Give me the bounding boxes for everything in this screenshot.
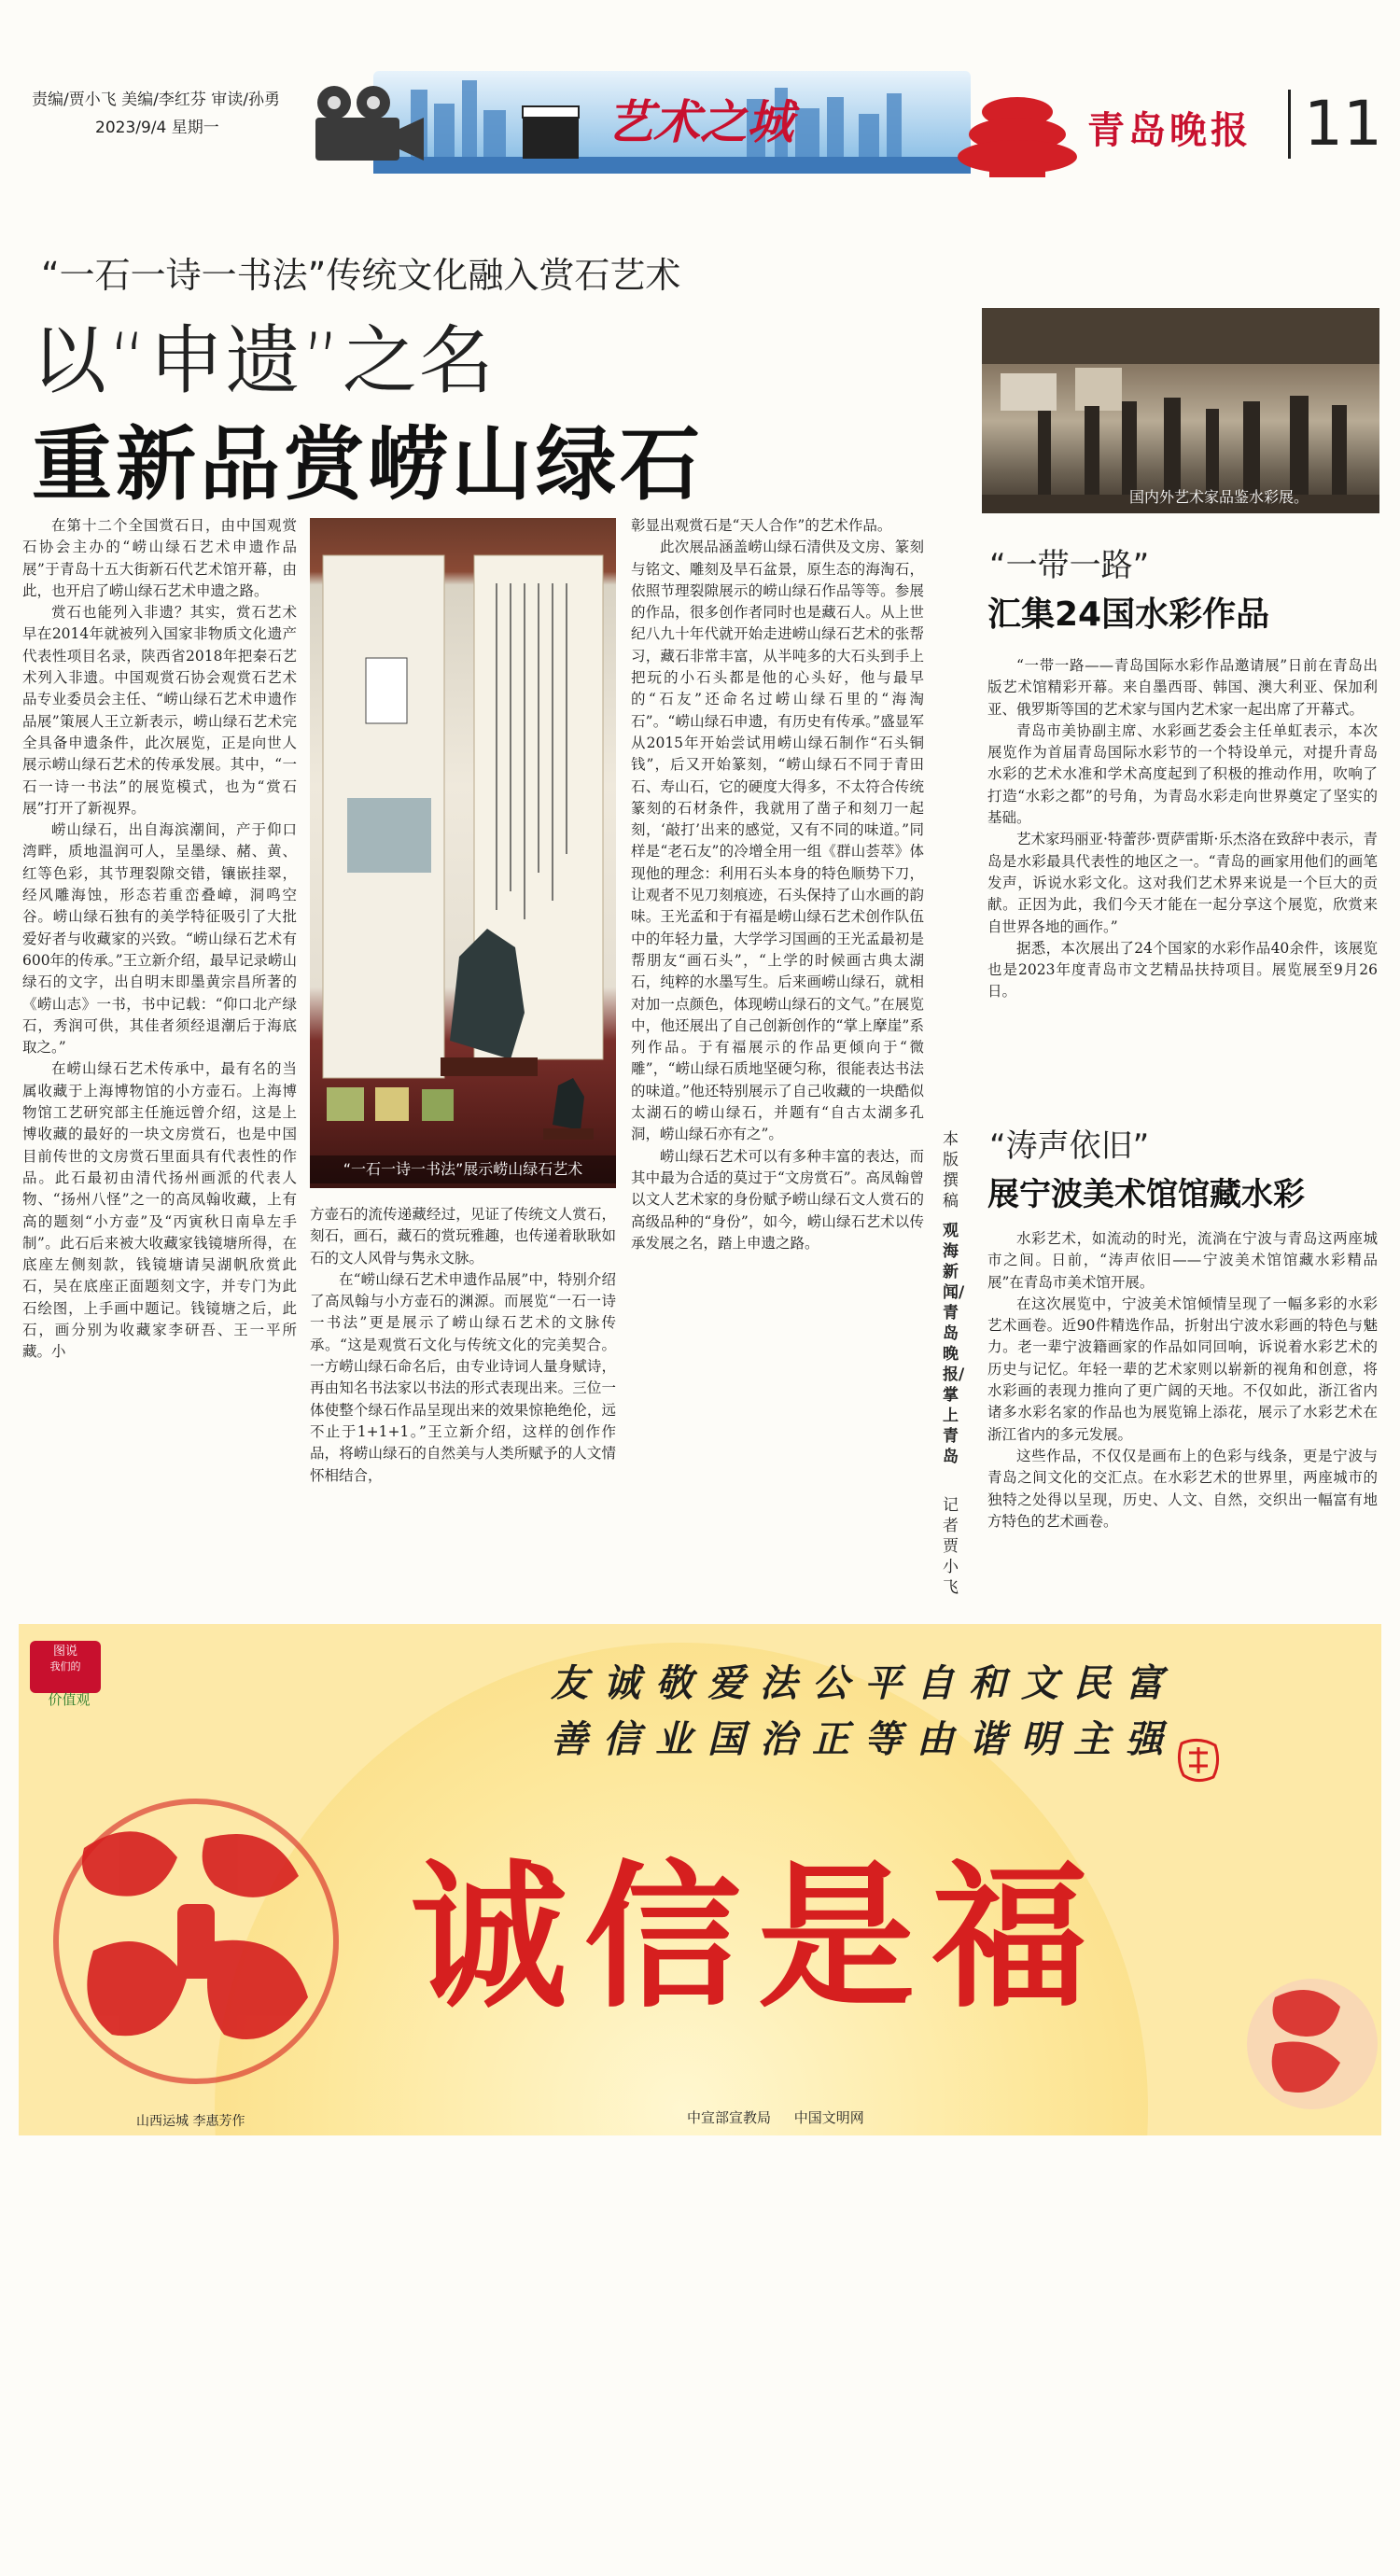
paragraph: 方壶石的流传递藏经过，见证了传统文人赏石，刻石，画石，藏石的赏玩雅趣，也传递着耿耿如石的文人风骨与隽永文脉。: [310, 1206, 616, 1267]
paragraph: 艺术家玛丽亚·特蕾莎·贾萨雷斯·乐杰洛在致辞中表示，青岛是水彩最具代表性的地区之一。“青岛的画家用他们的画笔发声，诉说水彩文化。这对我们艺术界来说是一个巨大的贡献。正因为此，我们今天才能在一起分享这个展览，欣赏来自世界各地的画作。”: [987, 831, 1378, 935]
page-number: 11: [1288, 90, 1382, 159]
article2-title: 汇集24国水彩作品: [987, 595, 1270, 634]
paragraph: “一带一路——青岛国际水彩作品邀请展”日前在青岛出版艺术馆精彩开幕。来自墨西哥、韩国、澳大利亚、保加利亚、俄罗斯等国的艺术家与国内艺术家一起出席了开幕式。: [987, 657, 1378, 718]
article3-body: [987, 1228, 1378, 1611]
paragraph: 青岛市美协副主席、水彩画艺委会主任单虹表示，本次展览作为首届青岛国际水彩节的一个特设单元，对提升青岛水彩的艺术水准和学术高度起到了积极的推动作用，吹响了打造“水彩之都”的号角，为青岛水彩走向世界奠定了坚实的基础。: [987, 721, 1378, 827]
photo-caption: “一石一诗一书法”展示崂山绿石艺术: [310, 1155, 616, 1183]
section-title: 艺术之城: [607, 94, 793, 149]
byline-venues: 观海新闻/青岛晚报/掌上青岛: [943, 1222, 965, 1466]
core-values-line1: 友诚敬爱法公平自和文民富: [551, 1661, 1178, 1705]
paragraph: 在“崂山绿石艺术申遗作品展”中，特别介绍了高凤翰与小方壶石的渊源。而展览“一石一诗一书法”更是展示了崂山绿石艺术的文脉传承。“这是观赏石文化与传统文化的完美契合。一方崂山绿石命名后，由专业诗词人量身赋诗，再由知名书法家以书法的形式表现出来。三位一体使整个绿石作品呈现出来的效果惊艳绝伦，远不止于1+1+1。”王立新介绍，这样的创作作品，将崂山绿石的自然美与人类所赋予的人文情怀相结合，: [310, 1270, 616, 1484]
article2-kicker: “一带一路”: [989, 547, 1150, 584]
paper-cut-fu-small-icon: [1219, 1941, 1378, 2119]
stone-display-illustration: [310, 518, 616, 1188]
main-headline-line2: 重新品赏崂山绿石: [32, 418, 704, 511]
ad-logo: [30, 1641, 101, 1693]
paragraph: 此次展品涵盖崂山绿石清供及文房、篆刻与铭文、雕刻及旱石盆景，原生态的海淘石，依照节理裂隙展示的崂山绿石作品等等。参展的作品，很多创作者同时也是藏石人。从上世纪八九十年代就开始走进崂山绿石艺术的张帮习，藏石非常丰富，从半吨多的大石头到手上把玩的小石头都是他的心头好，他与最早的“石友”还命名过崂山绿石里的“海淘石”。“崂山绿石申遗，有历史有传承。”盛显军从2015年开始尝试用崂山绿石制作“石头铜钱”，后又开始篆刻，“崂山绿石不同于青田石、寿山石，它的硬度大得多，不太符合传统篆刻的石材条件，我就用了凿子和刻刀一起刻，‘敲打’出来的感觉，又有不同的味道。”同样是“老石友”的冷增全用一组《群山荟萃》体现他的理念：利用石头本身的特色顺势下刀，让观者不见刀刻痕迹，石头保持了山水画的韵味。王光孟和于有福是崂山绿石艺术创作队伍中的年轻力量，大学学习国画的王光孟最初是帮朋友“画石头”，“上学的时候画古典太湖石，纯粹的水墨写生。后来画崂山绿石，就相对加一点颜色，体现崂山绿石的文气。”在展览中，他还展出了自己创新创作的“掌上摩崖”系列作品。于有福展示的作品更倾向于“微雕”，“崂山绿石质地坚硬匀称，很能表达书法的味道。”他还特别展示了自己收藏的一块酷似太湖石的崂山绿石，并题有“自古太湖多孔洞，崂山绿石亦有之”。: [631, 539, 924, 1143]
paragraph: 水彩艺术，如流动的时光，流淌在宁波与青岛这两座城市之间。日前，“涛声依旧——宁波美术馆馆藏水彩精品展”在青岛市美术馆开展。: [987, 1230, 1378, 1291]
ad-logo-mid: 我们的: [49, 1660, 81, 1673]
main-kicker: “一石一诗一书法”传统文化融入赏石艺术: [41, 255, 681, 296]
paragraph: 崂山绿石艺术可以有多种丰富的表达，而其中最为合适的莫过于“文房赏石”。高凤翰曾以文人艺术家的身份赋予崂山绿石文人赏石的高级品种的“身份”，如今，崂山绿石艺术以传承发展之名，踏上申遗之路。: [631, 1147, 924, 1252]
main-article-column-3: [631, 515, 924, 1607]
paper-name: 青岛晚报: [1087, 108, 1252, 152]
ad-logo-caption: 价值观: [48, 1691, 91, 1708]
byline-reporter: 记者 贾小飞: [943, 1496, 959, 1597]
paragraph: 在崂山绿石艺术传承中，最有名的当属收藏于上海博物馆的小方壶石。上海博物馆工艺研究部主任施远曾介绍，这是上博收藏的最好的一块文房赏石，也是中国目前传世的文房赏石里面具有代表性的作品。此石最初由清代扬州画派的代表人物、“扬州八怪”之一的高凤翰收藏，上有高的题刻“小方壶”及“丙寅秋日南阜左手制”。此石后来被大收藏家钱镜塘所得，在底座左侧刻款，钱镜塘请吴湖帆欣赏此石，吴在底座正面题刻文字，并专门为此石绘图，上手画中题记。钱镜塘之后，此石，画分别为收藏家李研吾、王一平所藏。小: [22, 1060, 297, 1361]
wind-sculpture-icon: [958, 97, 1077, 177]
ad-slogan: 诚信是福: [411, 1846, 1105, 2029]
editor-credits: 责编/贾小飞 美编/李红芬 审读/孙勇: [32, 91, 280, 109]
paragraph: 崂山绿石，出自海滨潮间，产于仰口湾畔，质地温润可人，呈墨绿、赭、黄、红等色彩，其节理裂隙交错，镶嵌挂翠，经风雕海蚀，形态若重峦叠嶂，洞鸣空谷。崂山绿石独有的美学特征吸引了大批爱好者与收藏家的兴致。“崂山绿石艺术有600年的传承。”王立新介绍，最早记录崂山绿石的文字，出自明末即墨黄宗昌所著的《崂山志》一书，书中记载：“仰口北产绿石，秀润可供，其佳者须经退潮后于海底取之。”: [22, 821, 297, 1057]
ad-art-credit: 山西运城 李惠芳作: [136, 2114, 245, 2129]
paragraph: 在第十二个全国赏石日，由中国观赏石协会主办的“崂山绿石艺术申遗作品展”于青岛十五大街新石代艺术馆开幕，由此，也开启了崂山绿石艺术申遗之路。: [22, 517, 297, 599]
ad-sponsor: 中宣部宣教局 中国文明网: [687, 2109, 864, 2126]
core-values-line2: 善信业国治正等由谐明主强: [551, 1717, 1178, 1761]
ad-logo-top: 图说: [52, 1645, 77, 1659]
clapperboard-icon: [523, 106, 579, 159]
exhibition-photo: [310, 518, 616, 1188]
photo-caption: 国内外艺术家品鉴水彩展。: [1129, 488, 1309, 506]
main-article-column-2: [310, 1204, 616, 1607]
header-credits: [32, 86, 280, 142]
paragraph: 彰显出观赏石是“天人合作”的艺术作品。: [631, 517, 892, 534]
issue-date: 2023/9/4 星期一: [95, 119, 219, 137]
byline-label: 本版撰稿: [943, 1130, 959, 1211]
paragraph: 在这次展览中，宁波美术馆倾情呈现了一幅多彩的水彩艺术画卷。近90件精选作品，折射出宁波水彩画的特色与魅力。老一辈宁波籍画家的作品如同回响，诉说着水彩艺术的历史与记忆。年轻一辈的艺术家则以崭新的视角和创意，将水彩画的表现力推向了更广阔的天地。不仅如此，浙江省内诸多水彩名家的作品也为展览锦上添花，展示了水彩艺术在浙江省内的多元发展。: [987, 1295, 1378, 1443]
byline: [943, 1129, 971, 1598]
article3-title: 展宁波美术馆馆藏水彩: [987, 1176, 1305, 1213]
seal-stamp-icon: [1172, 1734, 1225, 1786]
article3-kicker: “涛声依旧”: [989, 1127, 1150, 1165]
paragraph: 据悉，本次展出了24个国家的水彩作品40余件，该展览也是2023年度青岛市文艺精品扶持项目。展览展至9月26日。: [987, 939, 1378, 1001]
section-banner: [308, 52, 1083, 192]
paper-cut-fu-icon: [28, 1773, 364, 2109]
main-headline-line1: 以“申遗”之名: [32, 317, 496, 404]
article2-body: [987, 655, 1378, 1103]
paragraph: 这些作品，不仅仅是画布上的色彩与线条，更是宁波与青岛之间文化的交汇点。在水彩艺术的世界里，两座城市的独特之处得以呈现，历史、人文、自然，交织出一幅富有地方特色的艺术画卷。: [987, 1447, 1378, 1530]
main-article-column-1: [22, 515, 297, 1607]
paragraph: 赏石也能列入非遗？其实，赏石艺术早在2014年就被列入国家非物质文化遗产代表性项目名录，陕西省2018年把秦石艺术列入非遗。中国观赏石协会观赏石艺术品专业委员会主任、“崂山绿石艺术申遗作品展”策展人王立新表示，崂山绿石艺术完全具备申遗条件，此次展览，正是向世人展示崂山绿石艺术的传承发展。其中，“一石一诗一书法”的展览模式，也为“赏石展”打开了新视界。: [22, 604, 297, 817]
watercolor-exhibition-photo: [982, 308, 1379, 513]
